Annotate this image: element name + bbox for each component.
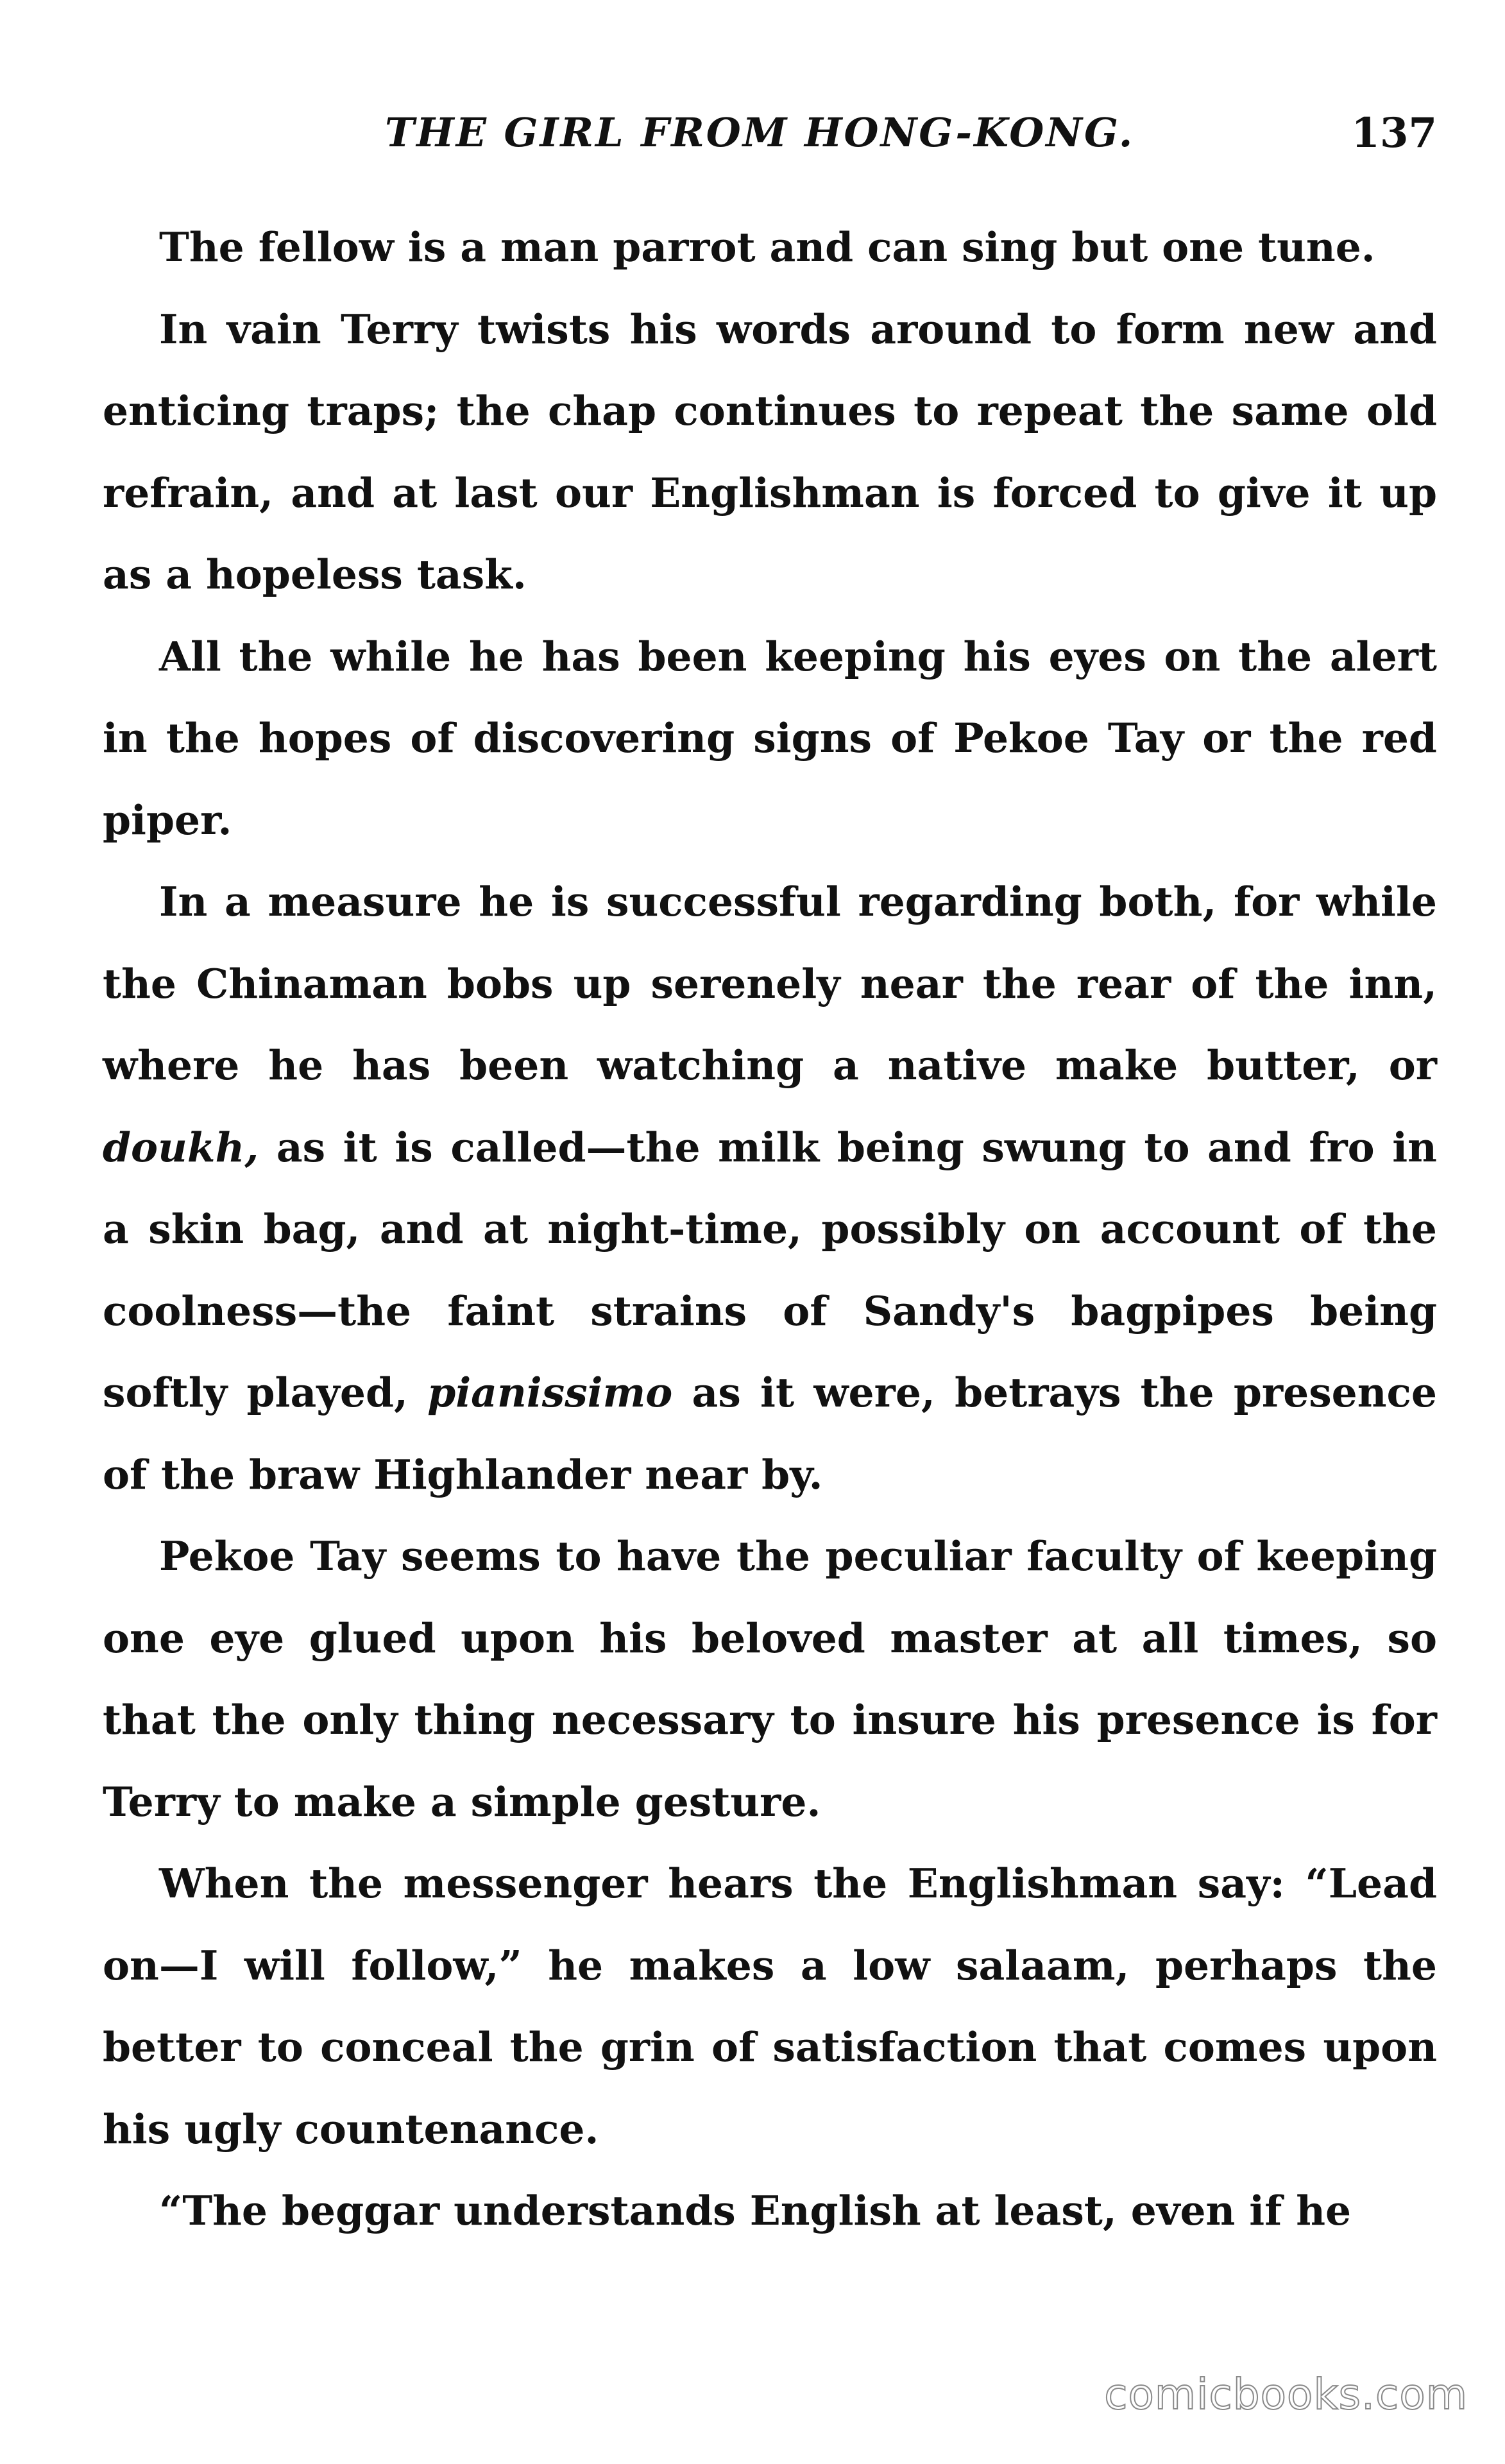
paragraph-4 <box>103 861 1437 1516</box>
paragraph-3: All the while he has been keeping his eyes on the alert in the hopes of discovering signs of Pekoe Tay or the red piper. <box>103 632 1437 844</box>
running-title: THE GIRL FROM HONG-KONG. <box>385 109 1135 156</box>
paragraph-4-italic-1: doukh, <box>103 1123 259 1171</box>
paragraph-5: Pekoe Tay seems to have the peculiar faculty of keeping one eye glued upon his beloved master at all times, so that the only thing necessary to insure his presence is for Terry to make a simple gesture. <box>103 1532 1437 1826</box>
body-text <box>103 207 1437 2252</box>
paragraph-7: “The beggar understands English at least, even if he <box>159 2187 1352 2234</box>
paragraph-4-part-1: In a measure he is successful regarding both, for while the Chinaman bobs up serenely near the rear of the inn, where he has been watching a native make butter, or <box>103 878 1437 1089</box>
paragraph-4-part-2: as it is called—the milk being swung to and fro in a skin bag, and at night-time, possibly on account of the coolness—the faint strains of Sandy's bagpipes being softly played, <box>103 1123 1437 1416</box>
paragraph-1: The fellow is a man parrot and can sing but one tune. <box>159 223 1375 271</box>
paragraph-4-part-3: as it were, betrays the presence of the braw Highlander near by. <box>103 1369 1437 1498</box>
paragraph-2: In vain Terry twists his words around to form new and enticing traps; the chap continues to repeat the same old refrain, and at last our Englishman is forced to give it up as a hopeless task. <box>103 305 1437 598</box>
page-header <box>103 109 1437 167</box>
paragraph-4-italic-2: pianissimo <box>427 1369 673 1416</box>
watermark: comicbooks.com <box>1104 2370 1468 2419</box>
paragraph-6: When the messenger hears the Englishman say: “Lead on—I will follow,” he makes a low salaam, perhaps the better to conceal the grin of satisfaction that comes upon his ugly countenance. <box>103 1860 1437 2153</box>
page-number: 137 <box>1351 109 1437 157</box>
